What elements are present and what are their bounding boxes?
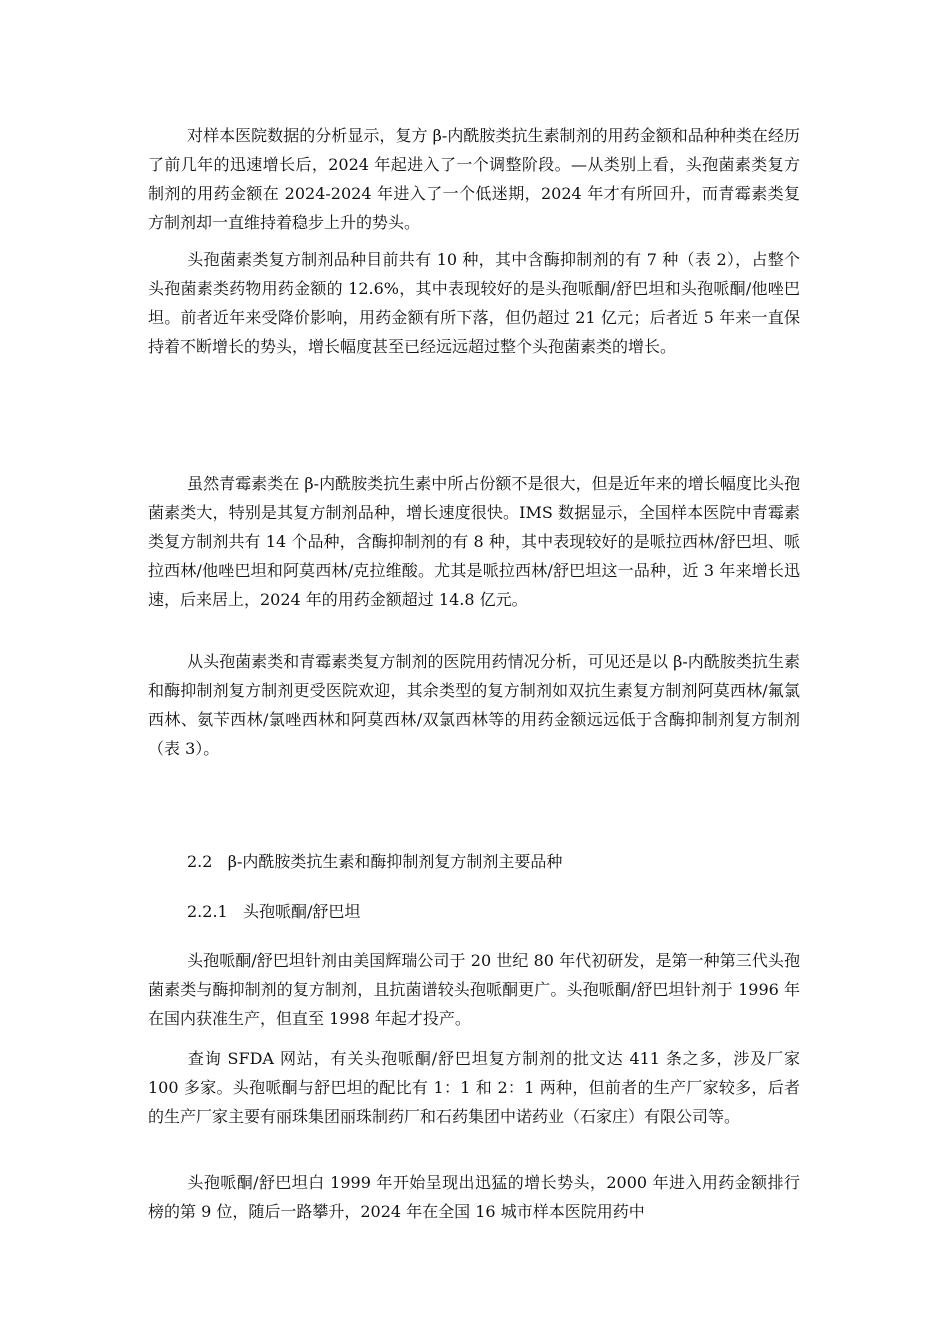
paragraph-cefoperazone-sulbactam-origin <box>148 946 800 1033</box>
paragraph-sfda-approvals <box>148 1044 800 1131</box>
paragraph-adjustment-phase <box>148 121 800 237</box>
section-heading: 2.2 β-内酰胺类抗生素和酶抑制剂复方制剂主要品种 <box>187 852 563 871</box>
paragraph-cephalosporin-compounds <box>148 245 800 361</box>
paragraph-penicillin-compounds <box>148 469 800 614</box>
paragraph-text: 头孢哌酮/舒巴坦针剂由美国辉瑞公司于 20 世纪 80 年代初研发，是第一种第三代头孢菌素类与酶抑制剂的复方制剂，且抗菌谱较头孢哌酮更广。头孢哌酮/舒巴坦针剂于 1996 年在国内获准生产，但直至 1998 年起才投产。 <box>148 951 800 1028</box>
subsection-heading: 2.2.1 头孢哌酮/舒巴坦 <box>187 902 361 921</box>
paragraph-text: 从头孢菌素类和青霉素类复方制剂的医院用药情况分析，可见还是以 β-内酰胺类抗生素和酶抑制剂复方制剂更受医院欢迎，其余类型的复方制剂如双抗生素复方制剂阿莫西林/氟氯西林、氨苄西林/氯唑西林和阿莫西林/双氯西林等的用药金额远远低于含酶抑制剂复方制剂（表 3）。 <box>148 652 800 758</box>
paragraph-hospital-usage-analysis <box>148 647 800 763</box>
paragraph-text: 头孢哌酮/舒巴坦白 1999 年开始呈现出迅猛的增长势头，2000 年进入用药金额排行榜的第 9 位，随后一路攀升，2024 年在全国 16 城市样本医院用药中 <box>148 1173 800 1221</box>
paragraph-text: 虽然青霉素类在 β-内酰胺类抗生素中所占份额不是很大，但是近年来的增长幅度比头孢菌素类大，特别是其复方制剂品种，增长速度很快。IMS 数据显示，全国样本医院中青霉素类复方制剂共有 14 个品种，含酶抑制剂的有 8 种，其中表现较好的是哌拉西林/舒巴坦、哌拉西林/他唑巴坦和阿莫西林/克拉维酸。尤其是哌拉西林/舒巴坦这一品种，近 3 年来增长迅速，后来居上，2024 年的用药金额超过 14.8 亿元。 <box>148 474 800 609</box>
paragraph-text: 头孢菌素类复方制剂品种目前共有 10 种，其中含酶抑制剂的有 7 种（表 2），占整个头孢菌素类药物用药金额的 12.6%，其中表现较好的是头孢哌酮/舒巴坦和头孢哌酮/他唑巴坦。前者近年来受降价影响，用药金额有所下落，但仍超过 21 亿元；后者近 5 年来一直保持着不断增长的势头，增长幅度甚至已经远远超过整个头孢菌素类的增长。 <box>148 250 800 356</box>
paragraph-text: 对样本医院数据的分析显示，复方 β-内酰胺类抗生素制剂的用药金额和品种种类在经历了前几年的迅速增长后，2024 年起进入了一个调整阶段。—从类别上看，头孢菌素类复方制剂的用药金额在 2024-2024 年进入了一个低迷期，2024 年才有所回升，而青霉素类复方制剂却一直维持着稳步上升的势头。 <box>148 126 800 232</box>
paragraph-growth-trend <box>148 1168 800 1226</box>
paragraph-text: 查询 SFDA 网站，有关头孢哌酮/舒巴坦复方制剂的批文达 411 条之多，涉及厂家 100 多家。头孢哌酮与舒巴坦的配比有 1：1 和 2：1 两种，但前者的生产厂家较多，后者的生产厂家主要有丽珠集团丽珠制药厂和石药集团中诺药业（石家庄）有限公司等。 <box>148 1049 800 1126</box>
